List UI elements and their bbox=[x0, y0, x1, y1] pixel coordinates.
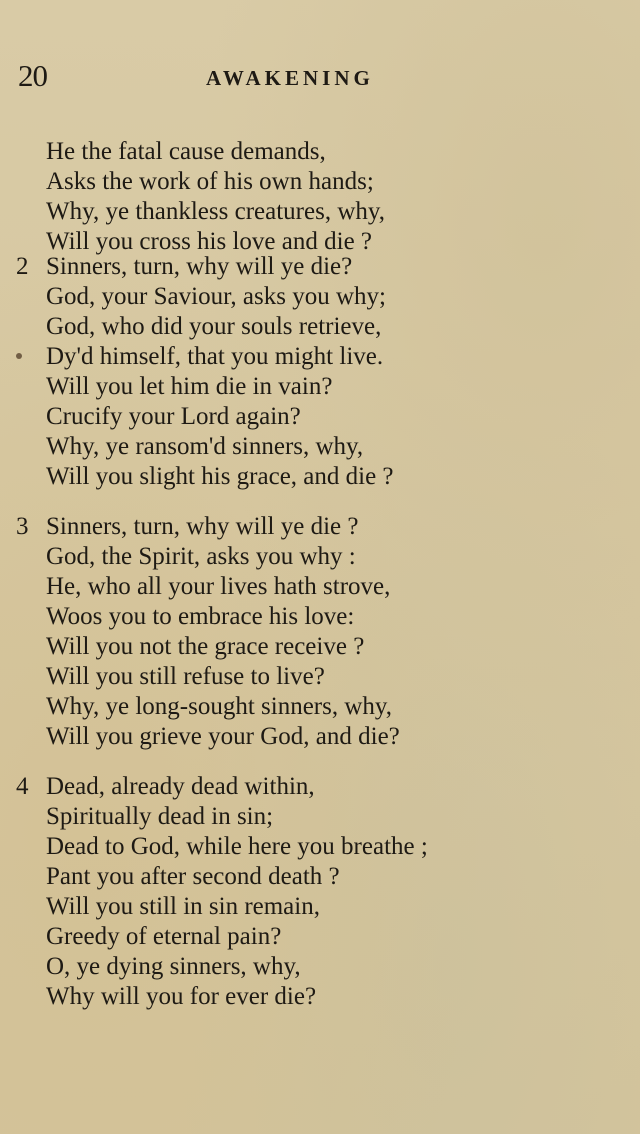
verse-line bbox=[0, 772, 640, 802]
verse-line: Why will you for ever die? bbox=[46, 983, 317, 1010]
verse-text: Sinners, turn, why will ye die? bbox=[46, 253, 353, 280]
stanza-number: 4 bbox=[16, 773, 29, 800]
verse-line bbox=[0, 512, 640, 542]
verse-line bbox=[0, 252, 640, 282]
page-number: 20 bbox=[18, 58, 47, 93]
stanza-3 bbox=[0, 512, 640, 752]
verse-line: Asks the work of his own hands; bbox=[46, 168, 374, 195]
running-title: AWAKENING bbox=[206, 66, 374, 90]
verse-line: He, who all your lives hath strove, bbox=[46, 573, 391, 600]
verse-line: God, the Spirit, asks you why : bbox=[46, 543, 356, 570]
stanza-number: 2 bbox=[16, 253, 29, 280]
stanza-2 bbox=[0, 252, 640, 492]
verse-line: Why, ye long-sought sinners, why, bbox=[46, 693, 393, 720]
verse-line: Will you slight his grace, and die ? bbox=[46, 463, 394, 490]
verse-line: Spiritually dead in sin; bbox=[46, 803, 274, 830]
verse-line: O, ye dying sinners, why, bbox=[46, 953, 301, 980]
verse-line: Will you grieve your God, and die? bbox=[46, 723, 400, 750]
stanza-number: 3 bbox=[16, 513, 29, 540]
ink-stain bbox=[16, 353, 22, 359]
verse-line: Why, ye ransom'd sinners, why, bbox=[46, 433, 364, 460]
verse-line: God, who did your souls retrieve, bbox=[46, 313, 382, 340]
stanza-4 bbox=[0, 772, 640, 1012]
verse-line: Will you cross his love and die ? bbox=[46, 228, 373, 255]
verse-line: Pant you after second death ? bbox=[46, 863, 340, 890]
verse-line: Will you still in sin remain, bbox=[46, 893, 320, 920]
verse-line: Greedy of eternal pain? bbox=[46, 923, 282, 950]
verse-line: God, your Saviour, asks you why; bbox=[46, 283, 386, 310]
verse-line: Why, ye thankless creatures, why, bbox=[46, 198, 386, 225]
verse-text: Sinners, turn, why will ye die ? bbox=[46, 513, 359, 540]
stanza-1 bbox=[0, 137, 640, 257]
page-header bbox=[0, 58, 640, 98]
verse-text: Dead, already dead within, bbox=[46, 773, 315, 800]
verse-line: Crucify your Lord again? bbox=[46, 403, 301, 430]
verse-line: Will you let him die in vain? bbox=[46, 373, 333, 400]
verse-line: Woos you to embrace his love: bbox=[46, 603, 355, 630]
verse-line: Dead to God, while here you breathe ; bbox=[46, 833, 428, 860]
verse-line: Will you not the grace receive ? bbox=[46, 633, 365, 660]
verse-line: He the fatal cause demands, bbox=[46, 138, 326, 165]
verse-line: Will you still refuse to live? bbox=[46, 663, 325, 690]
verse-line: Dy'd himself, that you might live. bbox=[46, 343, 384, 370]
